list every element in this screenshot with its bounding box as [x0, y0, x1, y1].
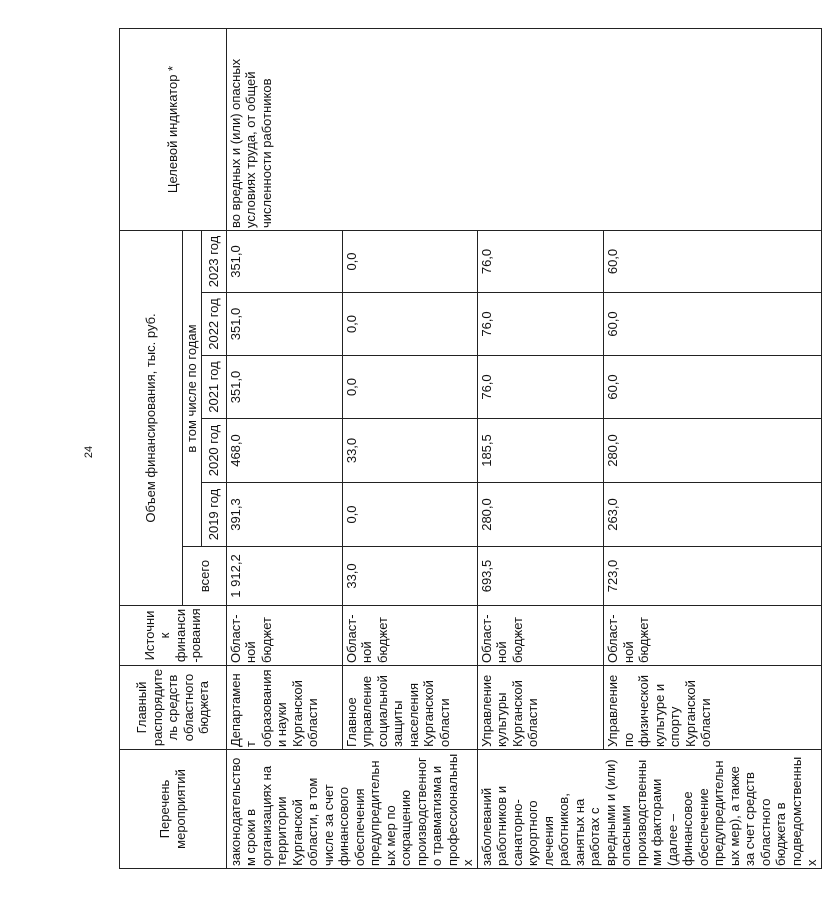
- year-value-cell: 351,0: [226, 231, 342, 293]
- source-cell: Област-ной бюджет: [604, 606, 821, 666]
- year-value-cell: 60,0: [604, 293, 821, 356]
- year-value-cell: 391,3: [226, 483, 342, 547]
- year-value-cell: 185,5: [477, 419, 604, 483]
- distributor-cell: Главное управление социальной защиты населения Курганской области: [342, 666, 477, 750]
- document-table-rotated: [119, 29, 819, 869]
- header-year: 2020 год: [201, 419, 226, 483]
- header-source: Источник финанси-рования: [120, 606, 227, 666]
- year-value-cell: 76,0: [477, 231, 604, 293]
- total-cell: 693,5: [477, 547, 604, 606]
- year-value-cell: 0,0: [342, 231, 477, 293]
- year-value-cell: 0,0: [342, 356, 477, 419]
- source-cell: Област-ной бюджет: [342, 606, 477, 666]
- header-target: Целевой индикатор *: [120, 29, 227, 231]
- year-value-cell: 0,0: [342, 293, 477, 356]
- header-distributor: Главный распорядитель средств областного бюджета: [120, 666, 227, 750]
- header-year: 2022 год: [201, 293, 226, 356]
- header-activities: Перечень мероприятий: [120, 750, 227, 869]
- total-cell: 33,0: [342, 547, 477, 606]
- funding-table: [119, 28, 822, 869]
- year-value-cell: 351,0: [226, 293, 342, 356]
- distributor-cell: Департамент образования и науки Курганской области: [226, 666, 342, 750]
- year-value-cell: 76,0: [477, 356, 604, 419]
- distributor-cell: Управление по физической культуре и спорту Курганской области: [604, 666, 821, 750]
- year-value-cell: 280,0: [477, 483, 604, 547]
- source-cell: Област-ной бюджет: [477, 606, 604, 666]
- activity-cell: заболеваний работников и санаторно-курортного лечения работников, занятых на работах с вредными и (или) опасными производственными факторами (далее – финансовое обеспечение предупредительных мер), а также за счет средств областного бюджета в подведомственных: [477, 750, 821, 869]
- target-cell: во вредных и (или) опасных условиях труда, от общей численности работников: [226, 29, 821, 231]
- table-row: [226, 29, 342, 869]
- year-value-cell: 468,0: [226, 419, 342, 483]
- page-number: 24: [83, 445, 95, 459]
- year-value-cell: 60,0: [604, 231, 821, 293]
- year-value-cell: 263,0: [604, 483, 821, 547]
- header-total: всего: [183, 547, 227, 606]
- distributor-cell: Управление культуры Курганской области: [477, 666, 604, 750]
- year-value-cell: 280,0: [604, 419, 821, 483]
- activity-cell: законодательством сроки в организациях на территории Курганской области, в том числе за счет финансового обеспечения предупредительных мер по сокращению производственного травматизма и профессиональных: [226, 750, 477, 869]
- header-year: 2023 год: [201, 231, 226, 293]
- year-value-cell: 0,0: [342, 483, 477, 547]
- year-value-cell: 33,0: [342, 419, 477, 483]
- year-value-cell: 351,0: [226, 356, 342, 419]
- header-funding: Объем финансирования, тыс. руб.: [120, 231, 183, 606]
- year-value-cell: 76,0: [477, 293, 604, 356]
- header-year: 2021 год: [201, 356, 226, 419]
- total-cell: 723,0: [604, 547, 821, 606]
- header-by-years: в том числе по годам: [183, 231, 202, 547]
- header-year: 2019 год: [201, 483, 226, 547]
- total-cell: 1 912,2: [226, 547, 342, 606]
- source-cell: Област-ной бюджет: [226, 606, 342, 666]
- year-value-cell: 60,0: [604, 356, 821, 419]
